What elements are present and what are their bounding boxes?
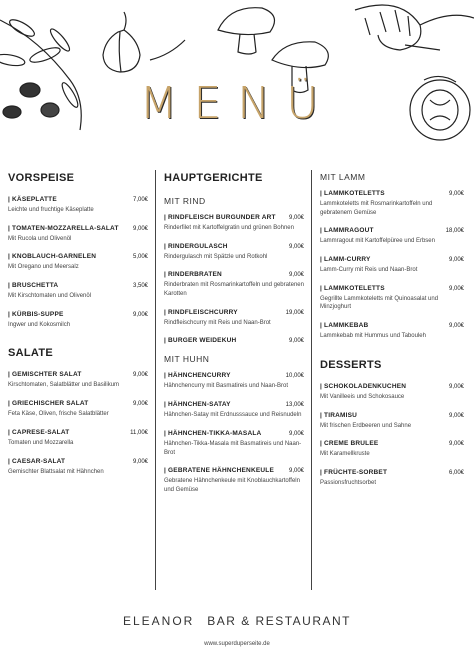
right-column xyxy=(320,172,464,498)
menu-item xyxy=(164,430,304,457)
item-name: | RINDERGULASCH xyxy=(164,242,228,250)
item-description: Mit Rucola und Olivenöl xyxy=(8,235,72,242)
item-name: | RINDERBRATEN xyxy=(164,271,222,279)
subsection-label-lamm: MIT LAMM xyxy=(320,172,366,182)
menu-item xyxy=(320,383,464,402)
item-description: Tomaten und Mozzarella xyxy=(8,439,74,446)
menu-item xyxy=(164,337,304,344)
item-name: | CAPRESE-SALAT xyxy=(8,428,70,436)
item-description: Rindfleischcurry mit Reis und Naan-Brot xyxy=(164,319,271,326)
item-price: 9,00€ xyxy=(288,468,304,475)
item-price: 9,00€ xyxy=(288,272,304,279)
item-description: Gegrillte Lammkoteletts mit Quinoasalat und Minzjoghurt xyxy=(320,295,439,311)
item-name: | BURGER WEIDEKUH xyxy=(164,337,237,345)
item-price: 9,00€ xyxy=(448,257,464,264)
item-description: Lammragout mit Kartoffelpüree und Erbsen xyxy=(320,238,435,245)
item-description: Feta Käse, Oliven, frische Salatblätter xyxy=(8,411,109,418)
item-description: Lammkebab mit Hummus und Tabouleh xyxy=(320,333,426,340)
item-name: | CREME BRULEE xyxy=(320,440,379,448)
item-description: Mit frischen Erdbeeren und Sahne xyxy=(320,422,412,429)
item-description: Hähnchencurry mit Basmatireis und Naan-Brot xyxy=(164,383,289,390)
item-name: | HÄHNCHENCURRY xyxy=(164,372,231,380)
item-name: | TIRAMISU xyxy=(320,411,358,419)
menu-item xyxy=(320,412,464,431)
item-price: 5,00€ xyxy=(132,254,148,261)
menu-item xyxy=(164,372,304,391)
item-price: 9,00€ xyxy=(132,458,148,465)
item-name: | SCHOKOLADENKUCHEN xyxy=(320,382,407,390)
menu-title: MENÜ xyxy=(139,78,335,129)
item-description: Ingwer und Kokosmilch xyxy=(8,321,71,328)
item-description: Kirschtomaten, Salatblätter und Basilikum xyxy=(8,382,120,389)
item-price: 9,00€ xyxy=(448,323,464,330)
item-price: 9,00€ xyxy=(448,191,464,197)
section-heading-hauptgerichte: HAUPTGERICHTE xyxy=(164,172,263,184)
column-divider xyxy=(155,170,156,590)
item-description: Mit Vanilleeis und Schokosauce xyxy=(320,393,405,400)
item-name: | GRIECHISCHER SALAT xyxy=(8,400,89,408)
menu-item xyxy=(8,400,148,419)
left-column xyxy=(8,172,148,486)
item-name: | RINDFLEISCHCURRY xyxy=(164,308,238,316)
menu-item xyxy=(320,469,464,488)
middle-column xyxy=(164,172,304,505)
menu-item xyxy=(164,214,304,233)
menu-item xyxy=(8,429,148,448)
menu-item xyxy=(320,440,464,459)
item-price: 9,00€ xyxy=(288,338,304,345)
item-price: 10,00€ xyxy=(285,373,304,380)
menu-item xyxy=(320,285,464,312)
item-description: Hähnchen-Tikka-Masala mit Basmatireis und Naan-Brot xyxy=(164,440,302,456)
item-description: Mit Karamellkruste xyxy=(320,451,370,458)
item-price: 9,00€ xyxy=(288,243,304,250)
item-description: Lamm-Curry mit Reis und Naan-Brot xyxy=(320,267,418,274)
item-price: 9,00€ xyxy=(132,401,148,408)
item-description: Leichte und fruchtige Käseplatte xyxy=(8,207,94,213)
item-price: 9,00€ xyxy=(448,441,464,448)
item-price: 9,00€ xyxy=(448,285,464,292)
menu-item xyxy=(164,401,304,420)
item-description: Gebratene Hähnchenkeule mit Knoblauchkartoffeln und Gemüse xyxy=(164,478,300,493)
menu-item xyxy=(8,371,148,390)
item-price: 9,00€ xyxy=(448,412,464,419)
item-name: | BRUSCHETTA xyxy=(8,282,59,290)
item-price: 9,00€ xyxy=(132,372,148,379)
item-price: 18,00€ xyxy=(445,228,464,235)
item-price: 9,00€ xyxy=(288,430,304,437)
item-name: | HÄHNCHEN-SATAY xyxy=(164,401,231,409)
subsection-label-huhn: MIT HUHN xyxy=(164,354,210,365)
website-url[interactable]: www.superduperseite.de xyxy=(204,641,270,647)
item-description: Gemischter Blattsalat mit Hähnchen xyxy=(8,468,104,475)
section-heading-desserts: DESSERTS xyxy=(320,358,382,371)
item-name: | TOMATEN-MOZZARELLA-SALAT xyxy=(8,224,119,232)
menu-item xyxy=(164,243,304,262)
item-price: 9,00€ xyxy=(132,311,148,318)
item-price: 3,50€ xyxy=(132,283,148,290)
item-description: Rindergulasch mit Spätzle und Rotkohl xyxy=(164,253,268,260)
item-name: | KÄSEPLATTE xyxy=(8,196,57,203)
shrimp-icon xyxy=(355,5,474,50)
item-price: 9,00€ xyxy=(132,225,148,232)
item-name: | LAMMKOTELETTS xyxy=(320,284,385,292)
item-price: 13,00€ xyxy=(285,402,304,409)
menu-item xyxy=(164,309,304,328)
menu-item xyxy=(8,311,148,330)
menu-item xyxy=(320,256,464,275)
item-price: 6,00€ xyxy=(448,469,464,476)
item-price: 19,00€ xyxy=(285,309,304,316)
item-description: Mit Oregano und Meersalz xyxy=(8,264,79,271)
item-name: | LAMMKEBAB xyxy=(320,322,369,330)
item-description: Rinderbraten mit Rosmarinkartoffeln und gebratenen Karotten xyxy=(164,282,304,298)
menu-item xyxy=(320,322,464,341)
item-price: 9,00€ xyxy=(448,383,464,390)
item-name: | RINDFLEISCH BURGUNDER ART xyxy=(164,214,276,221)
subsection-label-rind: MIT RIND xyxy=(164,196,206,206)
item-description: Rinderfilet mit Kartoffelgratin und grünen Bohnen xyxy=(164,225,294,231)
column-divider xyxy=(311,170,312,590)
section-heading-salate: SALATE xyxy=(8,347,53,360)
item-name: | LAMMKOTELETTS xyxy=(320,190,385,197)
menu-item xyxy=(8,253,148,272)
restaurant-name xyxy=(0,614,474,628)
brand-subtitle: BAR & RESTAURANT xyxy=(207,614,351,628)
item-description: Lammkoteletts mit Rosmarinkartoffeln und gebratenem Gemüse xyxy=(320,201,433,216)
item-name: | LAMMRAGOUT xyxy=(320,227,374,235)
item-name: | GEBRATENE HÄHNCHENKEULE xyxy=(164,467,274,475)
item-price: 9,00€ xyxy=(288,215,304,221)
item-name: | GEMISCHTER SALAT xyxy=(8,371,82,379)
menu-item xyxy=(164,271,304,298)
garlic-icon xyxy=(103,12,185,72)
item-price: 7,00€ xyxy=(132,197,148,203)
menu-item xyxy=(320,227,464,246)
menu-item xyxy=(164,467,304,494)
item-name: | CAESAR-SALAT xyxy=(8,457,66,465)
menu-item xyxy=(8,196,148,215)
menu-item xyxy=(8,458,148,477)
item-description: Mit Kirschtomaten und Olivenöl xyxy=(8,293,92,300)
section-heading-vorspeise: VORSPEISE xyxy=(8,172,75,184)
item-price: 11,00€ xyxy=(130,429,148,436)
item-name: | KÜRBIS-SUPPE xyxy=(8,310,64,318)
menu-item xyxy=(8,225,148,244)
item-name: | LAMM-CURRY xyxy=(320,256,371,264)
menu-item xyxy=(8,282,148,301)
item-name: | HÄHNCHEN-TIKKA-MASALA xyxy=(164,429,262,437)
menu-item xyxy=(320,190,464,217)
item-name: | KNOBLAUCH-GARNELEN xyxy=(8,253,97,261)
item-description: Passionsfruchtsorbet xyxy=(320,479,377,486)
item-description: Hähnchen-Satay mit Erdnusssauce und Reisnudeln xyxy=(164,412,302,419)
brand-name: ELEANOR xyxy=(123,614,195,628)
item-name: | FRÜCHTE-SORBET xyxy=(320,468,388,476)
